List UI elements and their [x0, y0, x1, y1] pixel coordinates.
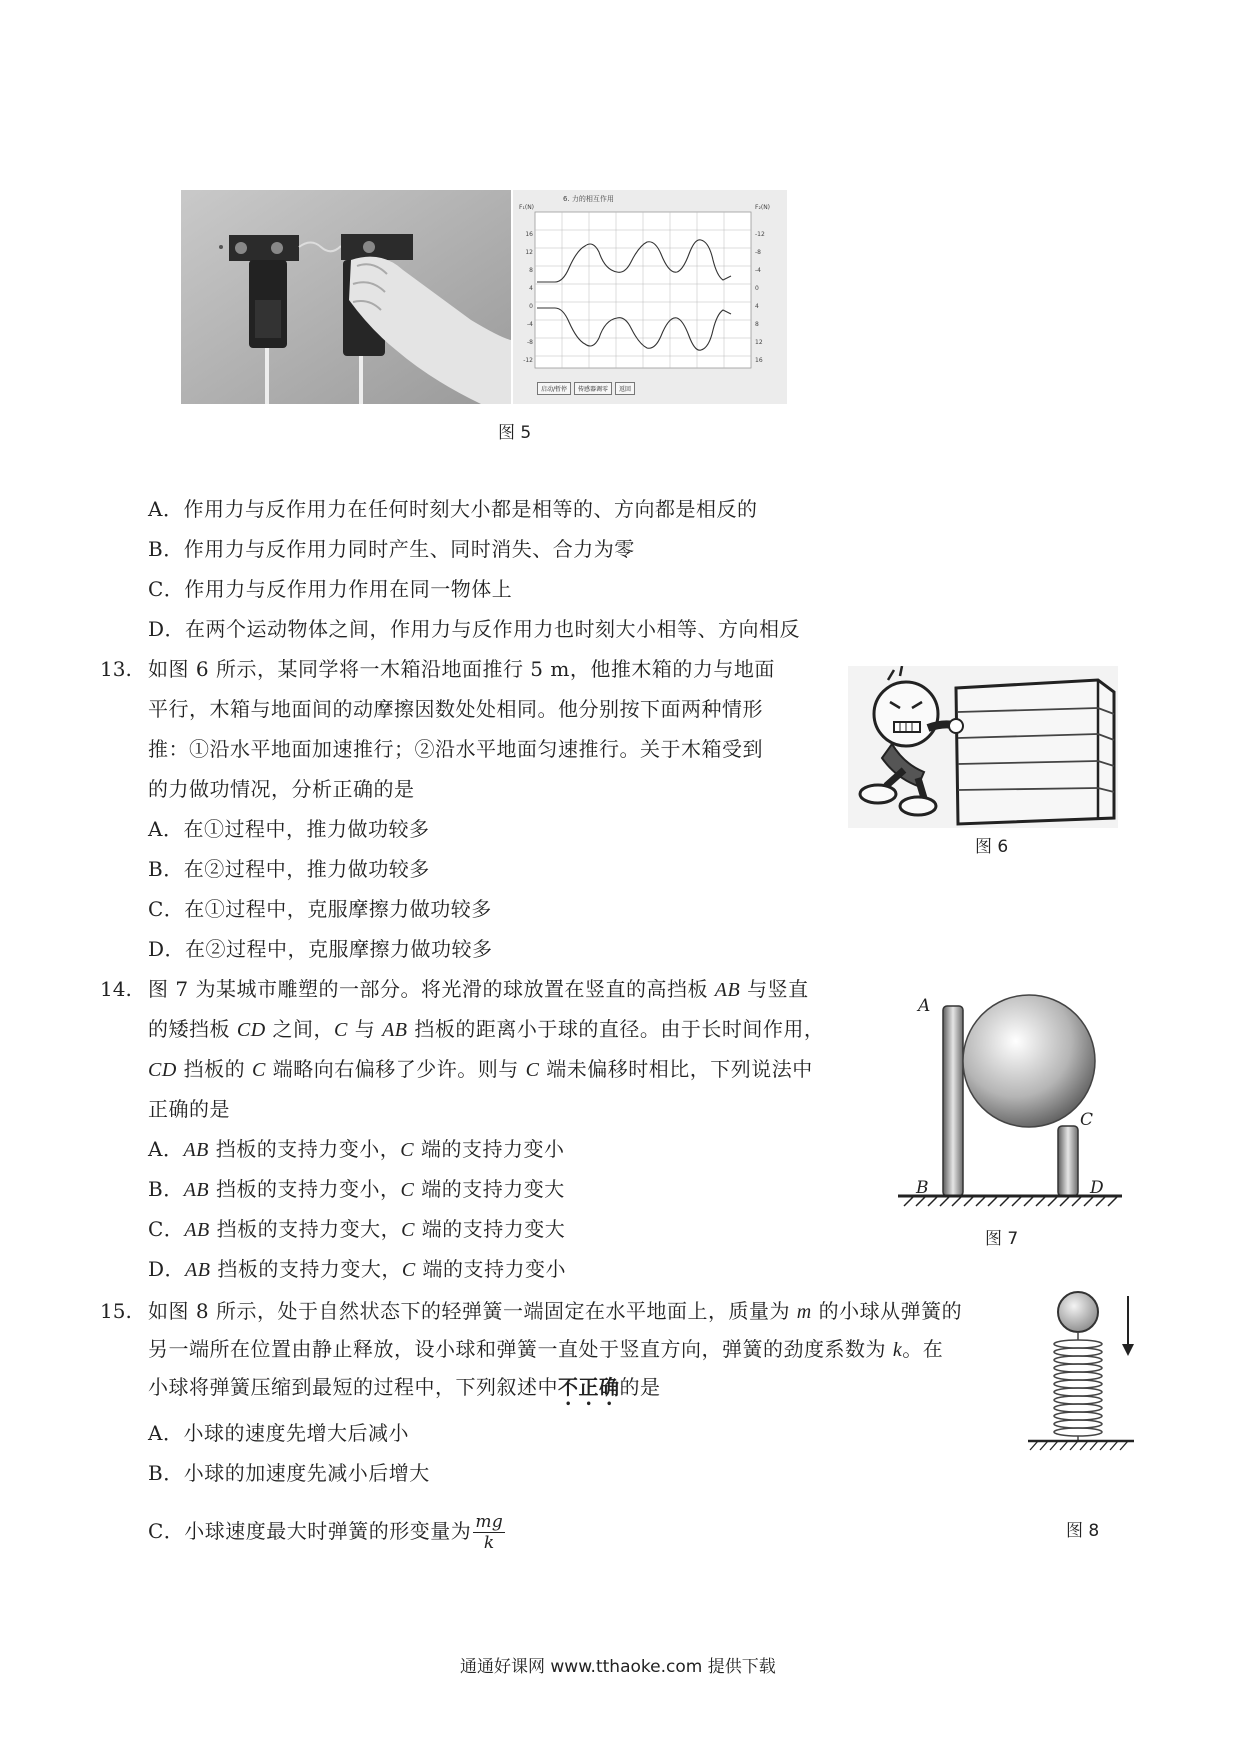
q14-option-d [148, 1256, 566, 1283]
label-c: C [252, 1059, 266, 1081]
label-c: C [401, 1259, 416, 1281]
emphasis-incorrect: 不正确 [558, 1375, 620, 1399]
text: 图 7 为某城市雕塑的一部分。将光滑的球放置在竖直的高挡板 [148, 977, 715, 1001]
figure-6-boy-pushing-crate [848, 666, 1118, 828]
text: 端的支持力变小 [414, 1137, 565, 1161]
label-c: C [401, 1219, 415, 1241]
right-ticks [755, 226, 775, 370]
q14-number: 14. [100, 977, 132, 1001]
force-chart [513, 190, 787, 404]
label-ab: AB [382, 1019, 408, 1041]
text: C．小球速度最大时弹簧的形变量为 [148, 1519, 472, 1543]
q14-stem-line-2 [148, 1016, 824, 1043]
label-ab: AB [184, 1219, 210, 1241]
q15-stem-line-1 [148, 1298, 962, 1325]
chart-button-bar [537, 382, 635, 395]
start-pause-button[interactable]: 启动/暂停 [537, 382, 571, 395]
left-ticks [519, 226, 533, 370]
q15-option-c [148, 1508, 505, 1554]
text: 挡板的 [176, 1057, 253, 1081]
text: 挡板的支持力变小， [208, 1137, 401, 1161]
left-tick: -12 [523, 357, 533, 364]
label-ab: AB [185, 1259, 211, 1281]
text: 挡板的距离小于球的直径。由于长时间作用， [407, 1017, 825, 1041]
label-ab: AB [183, 1139, 209, 1161]
q12-option-b: B．作用力与反作用力同时产生、同时消失、合力为零 [148, 537, 635, 561]
figure-5-photo [181, 190, 511, 404]
label-ab: AB [183, 1179, 210, 1201]
label-c: C [400, 1179, 415, 1201]
figure-8-ball-on-spring [1024, 1290, 1144, 1490]
right-axis-label: F₂(N) [755, 204, 771, 211]
q14-stem-line-4: 正确的是 [148, 1097, 230, 1121]
q13-option-a: A．在①过程中，推力做功较多 [148, 817, 430, 841]
figure-7-label-b: B [916, 1178, 929, 1198]
text: 端未偏移时相比，下列说法中 [539, 1057, 813, 1081]
figure-6-caption: 图 6 [975, 837, 1009, 857]
q12-option-a: A．作用力与反作用力在任何时刻大小都是相等的、方向都是相反的 [148, 497, 758, 521]
right-tick: 16 [755, 357, 763, 364]
text: C． [148, 1217, 185, 1241]
fraction-numerator: mg [475, 1512, 504, 1532]
right-tick: 8 [755, 321, 759, 328]
right-tick: -12 [755, 231, 765, 238]
right-tick: 4 [755, 303, 759, 310]
left-tick: 16 [525, 231, 533, 238]
left-tick: 8 [529, 267, 533, 274]
chart-title: 6. 力的相互作用 [563, 195, 614, 203]
text: 挡板的支持力变小， [209, 1177, 401, 1201]
label-c: C [525, 1059, 540, 1081]
figure-7-label-c: C [1080, 1110, 1094, 1130]
text: 另一端所在位置由静止释放，设小球和弹簧一直处于竖直方向，弹簧的劲度系数为 [148, 1337, 893, 1361]
right-tick: 0 [755, 285, 759, 292]
q13-stem-line-4: 的力做功情况，分析正确的是 [148, 777, 415, 801]
text: 端的支持力变大 [414, 1177, 565, 1201]
text: D． [148, 1257, 186, 1281]
text: 的是 [619, 1375, 661, 1399]
figure-8-caption: 图 8 [1066, 1521, 1100, 1541]
q14-option-b [148, 1176, 565, 1203]
q15-number: 15. [100, 1299, 132, 1323]
label-c: C [400, 1139, 415, 1161]
figure-5-chart-panel [513, 190, 787, 404]
left-tick: 4 [529, 285, 533, 292]
var-k: k [892, 1339, 903, 1361]
text: 挡板的支持力变大， [210, 1257, 402, 1281]
text: 。在 [902, 1337, 944, 1361]
figure-5-caption: 图 5 [498, 423, 532, 443]
q14-stem-line-3 [148, 1056, 813, 1083]
left-tick: 12 [525, 249, 533, 256]
q13-stem-line-3: 推：①沿水平地面加速推行；②沿水平地面匀速推行。关于木箱受到 [148, 737, 763, 761]
label-c: C [334, 1019, 348, 1041]
q12-option-d: D．在两个运动物体之间，作用力与反作用力也时刻大小相等、方向相反 [148, 617, 801, 641]
text: B． [148, 1177, 184, 1201]
q15-stem-line-2 [148, 1336, 943, 1363]
label-ab: AB [714, 979, 741, 1001]
fraction-mg-over-k [473, 1512, 505, 1553]
right-tick: -4 [755, 267, 761, 274]
q12-option-c: C．作用力与反作用力作用在同一物体上 [148, 577, 513, 601]
right-tick: 12 [755, 339, 763, 346]
left-tick: -4 [527, 321, 533, 328]
text: 与 [347, 1017, 383, 1041]
q13-option-c: C．在①过程中，克服摩擦力做功较多 [148, 897, 492, 921]
zero-sensor-button[interactable]: 传感器调零 [574, 382, 612, 395]
label-cd: CD [236, 1019, 266, 1041]
q13-stem-line-2: 平行，木箱与地面间的动摩擦因数处处相同。他分别按下面两种情形 [148, 697, 763, 721]
q13-option-b: B．在②过程中，推力做功较多 [148, 857, 430, 881]
figure-5 [181, 190, 787, 404]
text: 端略向右偏移了少许。则与 [265, 1057, 526, 1081]
q15-stem-line-3 [148, 1374, 661, 1410]
left-axis-label: F₁(N) [519, 204, 535, 211]
text: 端的支持力变大 [414, 1217, 566, 1241]
q15-option-a: A．小球的速度先增大后减小 [148, 1421, 409, 1445]
page-footer: 通通好课网 www.tthaoke.com 提供下载 [460, 1657, 776, 1677]
text: 端的支持力变小 [415, 1257, 567, 1281]
var-m: m [796, 1301, 812, 1323]
text: 如图 8 所示，处于自然状态下的轻弹簧一端固定在水平地面上，质量为 [148, 1299, 797, 1323]
text: 与竖直 [740, 977, 809, 1001]
label-cd: CD [148, 1059, 177, 1081]
figure-7-label-a: A [918, 996, 931, 1016]
figure-7-caption: 图 7 [985, 1229, 1019, 1249]
text: 小球将弹簧压缩到最短的过程中，下列叙述中 [148, 1375, 558, 1399]
q14-stem-line-1 [148, 976, 809, 1003]
text: 之间， [265, 1017, 335, 1041]
left-tick: -8 [527, 339, 533, 346]
figure-7-label-d: D [1090, 1178, 1104, 1198]
left-tick: 0 [529, 303, 533, 310]
q15-option-b: B．小球的加速度先减小后增大 [148, 1461, 430, 1485]
text: A． [148, 1137, 184, 1161]
q14-option-a [148, 1136, 564, 1163]
text: 的小球从弹簧的 [811, 1299, 963, 1323]
q13-stem-line-1: 如图 6 所示，某同学将一木箱沿地面推行 5 m，他推木箱的力与地面 [148, 657, 775, 681]
q14-option-c [148, 1216, 565, 1243]
q13-number: 13. [100, 657, 132, 681]
right-tick: -8 [755, 249, 761, 256]
return-button[interactable]: 返回 [615, 382, 635, 395]
text: 挡板的支持力变大， [209, 1217, 402, 1241]
q13-option-d: D．在②过程中，克服摩擦力做功较多 [148, 937, 493, 961]
text: 的矮挡板 [148, 1017, 237, 1041]
fraction-denominator: k [483, 1533, 495, 1553]
